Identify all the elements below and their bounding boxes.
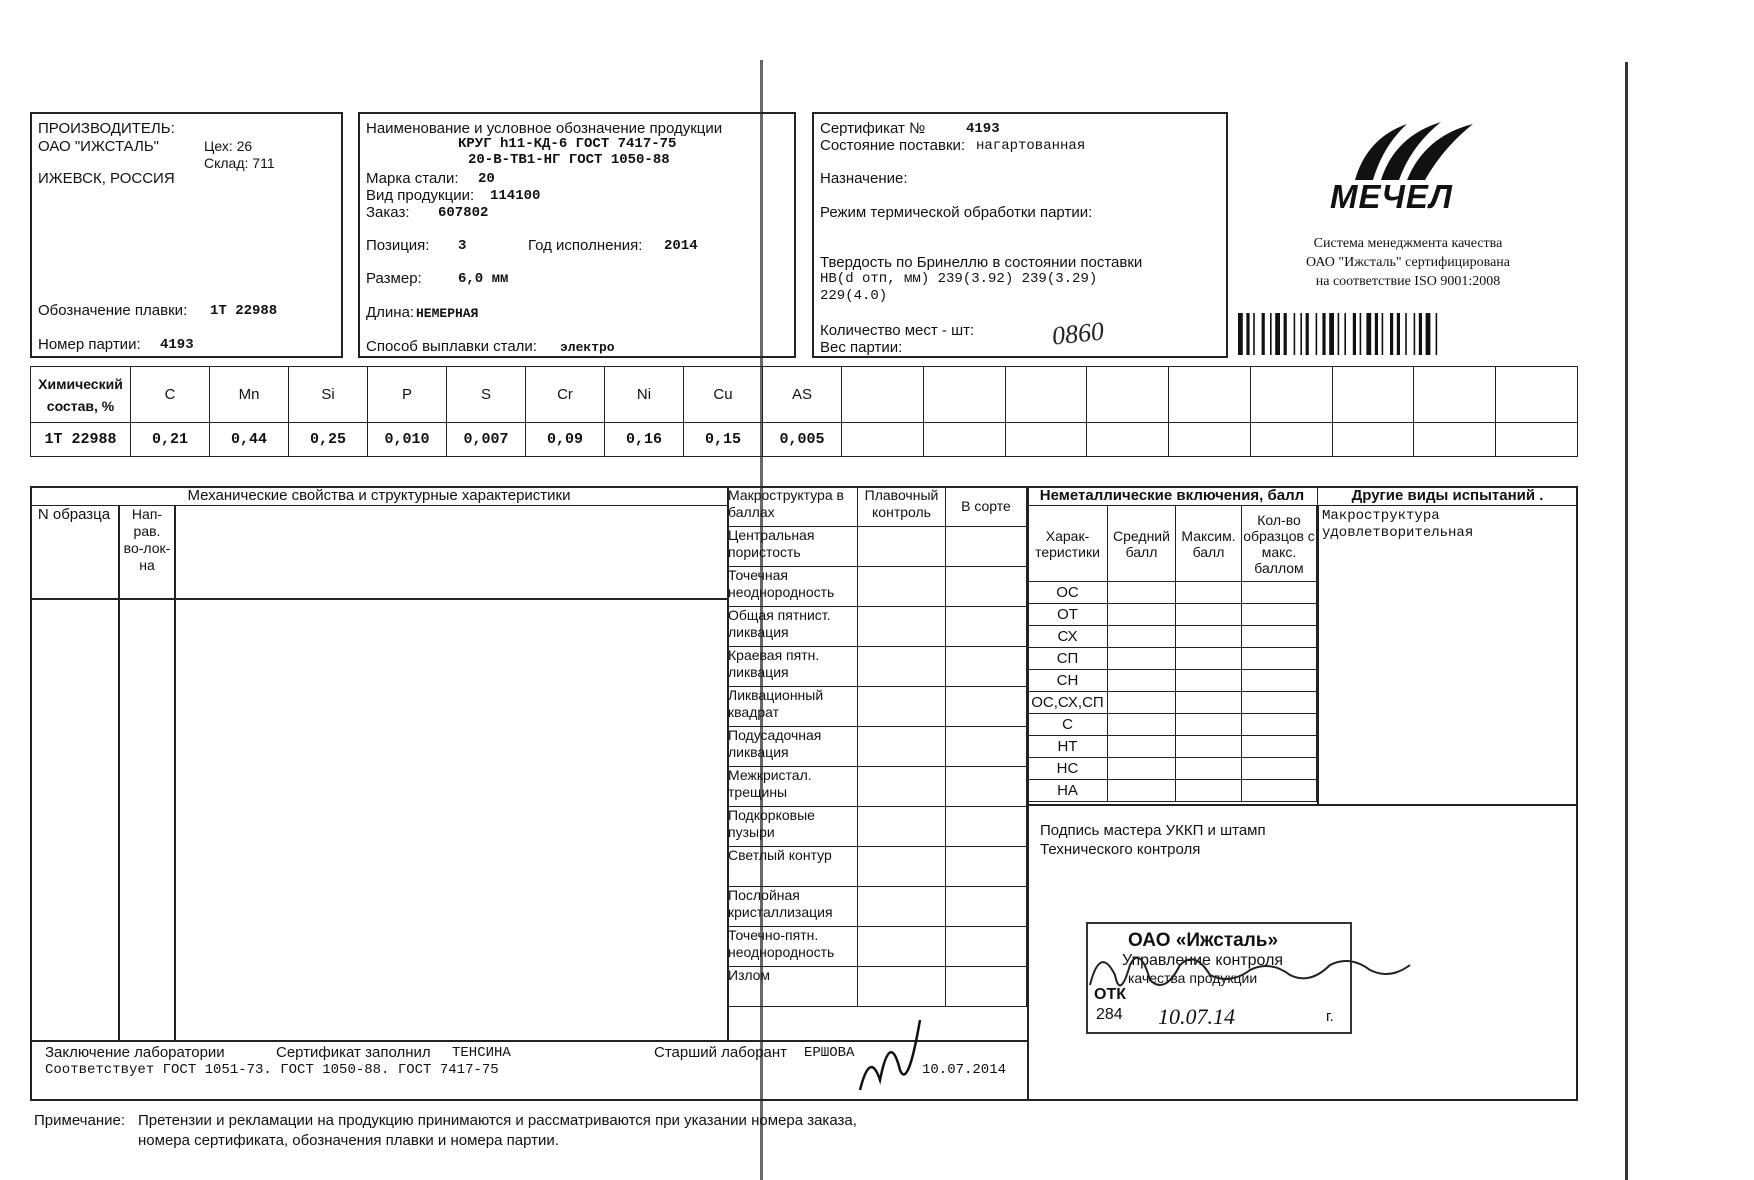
barcode-bar: [1238, 313, 1243, 355]
stamp-num: 284: [1096, 1006, 1123, 1023]
barcode-bar: [1294, 313, 1296, 355]
inclusion-row: [1028, 582, 1317, 604]
inclusion-cell: [1176, 670, 1242, 692]
barcode-bar: [1419, 313, 1422, 355]
barcode-bar: [1360, 313, 1362, 355]
inclusion-type: СХ: [1028, 626, 1108, 648]
empty-cell: [1332, 367, 1414, 423]
batch-label: Номер партии:: [38, 336, 141, 353]
macro-row: [728, 727, 1027, 767]
macro-grade-cell: [946, 767, 1027, 807]
grid-line: [1027, 804, 1578, 806]
qms-line2: ОАО "Ижсталь" сертифицирована: [1305, 255, 1511, 270]
element-value: 0,15: [684, 423, 763, 457]
inclusion-cell: [1176, 736, 1242, 758]
inclusion-cell: [1176, 604, 1242, 626]
empty-cell: [842, 367, 924, 423]
other-tests-title: Другие виды испытаний .: [1317, 487, 1578, 506]
grid-line: [1027, 486, 1029, 1101]
macro-melt-cell: [858, 847, 946, 887]
inclusion-cell: [1176, 626, 1242, 648]
macro-row-label: Светлый контур: [728, 847, 858, 887]
macro-row: [728, 647, 1027, 687]
hardness-line1: HB(d отп, мм) 239(3.92) 239(3.29): [820, 271, 1098, 287]
element-header: Si: [289, 367, 368, 423]
mechanical-title: Механические свойства и структурные характеристики: [30, 487, 728, 506]
barcode-bar: [1322, 313, 1325, 355]
melting-label: Способ выплавки стали:: [366, 338, 537, 355]
macro-row-label: Краевая пятн. ликвация: [728, 647, 858, 687]
macro-row: [728, 927, 1027, 967]
position-value: 3: [458, 238, 467, 254]
producer-title: ПРОИЗВОДИТЕЛЬ:: [38, 120, 175, 137]
col-sample: N образца: [37, 506, 111, 523]
producer-box: [30, 112, 343, 358]
macro-melt-cell: [858, 647, 946, 687]
producer-warehouse: Склад: 711: [204, 155, 275, 171]
empty-cell: [1414, 367, 1496, 423]
element-header: Mn: [210, 367, 289, 423]
grade-label: Марка стали:: [366, 170, 459, 187]
brand-name: МЕЧЕЛ: [1330, 178, 1453, 215]
inclusion-type: ОС,СХ,СП: [1028, 692, 1108, 714]
lab-filled-by: ТЕНСИНА: [452, 1045, 511, 1061]
inclusion-cell: [1176, 692, 1242, 714]
inclusion-type: С: [1028, 714, 1108, 736]
empty-cell: [842, 423, 924, 457]
empty-cell: [1169, 423, 1251, 457]
inclusion-cell: [1242, 736, 1317, 758]
macro-row: [728, 887, 1027, 927]
barcode-bar: [1390, 313, 1393, 355]
barcode-bar: [1338, 313, 1340, 355]
grade-value: 20: [478, 171, 495, 187]
element-header: AS: [763, 367, 842, 423]
barcode-bar: [1284, 313, 1287, 355]
element-value: 0,09: [526, 423, 605, 457]
element-header: Ni: [605, 367, 684, 423]
macro-grade-cell: [946, 927, 1027, 967]
barcode-bar: [1375, 313, 1378, 355]
element-header: Cr: [526, 367, 605, 423]
col-char: Харак-теристики: [1028, 506, 1108, 582]
barcode-bar: [1270, 313, 1272, 355]
batch-value: 4193: [160, 337, 194, 353]
barcode-bar: [1306, 313, 1309, 355]
macro-row-label: Ликвационный квадрат: [728, 687, 858, 727]
macro-row-label: Послойная кристаллизация: [728, 887, 858, 927]
macro-row: [728, 847, 1027, 887]
macro-grade-cell: [946, 647, 1027, 687]
macro-grade-cell: [946, 567, 1027, 607]
inclusion-cell: [1176, 780, 1242, 802]
inclusions-title: Неметаллические включения, балл: [1027, 487, 1318, 506]
empty-cell: [1250, 367, 1332, 423]
lab-filled-label: Сертификат заполнил: [276, 1044, 431, 1061]
hardness-line2: 229(4.0): [820, 288, 888, 304]
order-label: Заказ:: [366, 204, 410, 221]
element-value: 0,25: [289, 423, 368, 457]
lab-senior-label: Старший лаборант: [654, 1044, 788, 1061]
year-value: 2014: [664, 238, 698, 254]
length-value: НЕМЕРНАЯ: [416, 306, 479, 321]
barcode-bar: [1253, 313, 1255, 355]
macro-grade-cell: [946, 887, 1027, 927]
size-value: 6,0 мм: [458, 271, 509, 287]
macro-melt-cell: [858, 607, 946, 647]
inclusion-cell: [1108, 780, 1176, 802]
barcode-bar: [1344, 313, 1346, 355]
macro-row-label: Точечная неоднородность: [728, 567, 858, 607]
element-value: 0,16: [605, 423, 684, 457]
inclusion-cell: [1176, 648, 1242, 670]
barcode-bar: [1366, 313, 1371, 355]
heat-treatment-label: Режим термической обработки партии:: [820, 204, 1093, 221]
inclusion-cell: [1108, 736, 1176, 758]
macro-row-label: Межкристал. трещины: [728, 767, 858, 807]
inclusion-row: [1028, 714, 1317, 736]
delivery-value: нагартованная: [976, 138, 1086, 154]
certificate-number-label: Сертификат №: [820, 120, 926, 137]
empty-cell: [1087, 367, 1169, 423]
inclusion-cell: [1108, 582, 1176, 604]
melt-value: 1Т 22988: [210, 303, 278, 319]
macro-row-label: Центральная пористость: [728, 527, 858, 567]
signature-label2: Технического контроля: [1040, 841, 1201, 858]
macro-melt-cell: [858, 767, 946, 807]
barcode-bar: [1382, 313, 1384, 355]
inclusion-cell: [1108, 604, 1176, 626]
element-value: 0,007: [447, 423, 526, 457]
barcode-bar: [1329, 313, 1334, 355]
stamp-line2: качества продукции: [1128, 970, 1258, 986]
product-box: [358, 112, 796, 358]
element-value: 0,005: [763, 423, 842, 457]
macro-grade-cell: [946, 967, 1027, 1007]
inclusion-cell: [1242, 692, 1317, 714]
inclusion-cell: [1242, 626, 1317, 648]
barcode-bar: [1316, 313, 1318, 355]
certificate-box: [812, 112, 1228, 358]
macro-row-label: Излом: [728, 967, 858, 1007]
empty-cell: [1250, 423, 1332, 457]
inclusion-cell: [1108, 670, 1176, 692]
inclusion-cell: [1108, 758, 1176, 780]
element-header: P: [368, 367, 447, 423]
empty-cell: [1005, 423, 1087, 457]
type-label: Вид продукции:: [366, 187, 475, 204]
macro-header: Макроструктура в баллах: [728, 487, 858, 527]
inclusion-cell: [1176, 714, 1242, 736]
chemistry-table: [30, 366, 1578, 457]
element-value: 0,010: [368, 423, 447, 457]
stamp-date: 10.07.14: [1158, 1004, 1235, 1029]
melt-control-header: Плавочный контроль: [858, 487, 946, 527]
inclusions-table: [1027, 505, 1317, 802]
macro-row-label: Точечно-пятн. неоднородность: [728, 927, 858, 967]
macro-row-label: Подусадочная ликвация: [728, 727, 858, 767]
barcode-bar: [1397, 313, 1400, 355]
barcode-bar: [1414, 313, 1416, 355]
stamp-company: ОАО «Ижсталь»: [1128, 930, 1279, 951]
inclusion-cell: [1108, 626, 1176, 648]
empty-cell: [923, 367, 1005, 423]
col-max: Максим. балл: [1176, 506, 1242, 582]
melt-label: Обозначение плавки:: [38, 302, 188, 319]
inclusion-cell: [1176, 582, 1242, 604]
macro-melt-cell: [858, 967, 946, 1007]
hardness-label: Твердость по Бринеллю в состоянии поставки: [820, 254, 1143, 271]
in-grade-header: В сорте: [946, 487, 1027, 527]
barcode-bar: [1262, 313, 1265, 355]
senior-signature: [850, 1010, 930, 1100]
col-direction: Нап-рав. во-лок-на: [123, 506, 171, 573]
weight-handwritten: 0860: [1050, 316, 1106, 351]
inclusion-row: [1028, 692, 1317, 714]
inclusion-row: [1028, 626, 1317, 648]
inclusion-row: [1028, 780, 1317, 802]
paper-edge: [1625, 62, 1628, 1180]
chemistry-header-line1: Химический: [38, 375, 123, 392]
inclusion-cell: [1108, 648, 1176, 670]
weight-label: Вес партии:: [820, 339, 903, 356]
macro-melt-cell: [858, 927, 946, 967]
product-title: Наименование и условное обозначение продукции: [366, 120, 723, 137]
barcode-bar: [1353, 313, 1356, 355]
melting-value: электро: [560, 340, 615, 355]
lab-senior-name: ЕРШОВА: [804, 1045, 855, 1061]
macro-grade-cell: [946, 687, 1027, 727]
empty-cell: [1005, 367, 1087, 423]
stamp-g: г.: [1326, 1008, 1334, 1025]
macro-table: [727, 486, 1027, 1007]
inclusion-cell: [1108, 692, 1176, 714]
inclusion-row: [1028, 758, 1317, 780]
product-line2: 20-В-ТВ1-НГ ГОСТ 1050-88: [468, 152, 670, 168]
inclusion-cell: [1242, 582, 1317, 604]
macro-row-label: Подкорковые пузыри: [728, 807, 858, 847]
element-header: S: [447, 367, 526, 423]
producer-shop: Цех: 26: [204, 138, 253, 154]
chemistry-header-line2: состав, %: [46, 397, 115, 414]
lab-date: 10.07.2014: [922, 1062, 1007, 1078]
inclusion-cell: [1176, 758, 1242, 780]
macro-row: [728, 527, 1027, 567]
inclusion-row: [1028, 648, 1317, 670]
inclusion-cell: [1242, 670, 1317, 692]
inclusion-cell: [1242, 604, 1317, 626]
type-value: 114100: [490, 188, 541, 204]
element-header: C: [131, 367, 210, 423]
element-value: 0,21: [131, 423, 210, 457]
empty-cell: [1496, 423, 1578, 457]
grid-line: [1317, 505, 1319, 805]
empty-cell: [1414, 423, 1496, 457]
size-label: Размер:: [366, 270, 422, 287]
product-line1: КРУГ h11-КД-6 ГОСТ 7417-75: [458, 136, 677, 152]
lab-conclusion-text: Соответствует ГОСТ 1051-73. ГОСТ 1050-88. ГОСТ 7417-75: [45, 1062, 499, 1078]
element-value: 0,44: [210, 423, 289, 457]
qms-line3: на соответствие ISO 9001:2008: [1315, 274, 1501, 289]
macro-melt-cell: [858, 687, 946, 727]
places-label: Количество мест - шт:: [820, 322, 975, 339]
lab-conclusion-label: Заключение лаборатории: [45, 1044, 225, 1061]
producer-company: ОАО "ИЖСТАЛЬ": [38, 138, 159, 155]
inclusion-cell: [1242, 648, 1317, 670]
inclusion-row: [1028, 736, 1317, 758]
macro-row: [728, 607, 1027, 647]
order-value: 607802: [438, 205, 489, 221]
stamp-otk: ОТК: [1094, 986, 1126, 1003]
macro-row: [728, 807, 1027, 847]
inclusion-type: НА: [1028, 780, 1108, 802]
signature-label1: Подпись мастера УККП и штамп: [1040, 822, 1266, 839]
macro-row: [728, 767, 1027, 807]
macro-row: [728, 687, 1027, 727]
inclusion-row: [1028, 604, 1317, 626]
macro-grade-cell: [946, 807, 1027, 847]
inclusion-cell: [1242, 714, 1317, 736]
chemistry-header: [31, 367, 131, 423]
macro-row: [728, 567, 1027, 607]
macro-melt-cell: [858, 807, 946, 847]
delivery-label: Состояние поставки:: [820, 137, 966, 154]
inclusion-cell: [1108, 714, 1176, 736]
macro-melt-cell: [858, 527, 946, 567]
col-avg: Средний балл: [1108, 506, 1176, 582]
inclusion-type: СН: [1028, 670, 1108, 692]
empty-cell: [923, 423, 1005, 457]
empty-cell: [1087, 423, 1169, 457]
note-line1: Претензии и рекламации на продукцию принимаются и рассматриваются при указании номера заказа,: [138, 1112, 857, 1129]
inclusion-type: НС: [1028, 758, 1108, 780]
chemistry-melt: 1Т 22988: [31, 423, 131, 457]
inclusion-type: СП: [1028, 648, 1108, 670]
inclusion-row: [1028, 670, 1317, 692]
purpose-label: Назначение:: [820, 170, 908, 187]
inclusion-type: ОС: [1028, 582, 1108, 604]
barcode-bar: [1300, 313, 1302, 355]
grid-line: [174, 505, 176, 1041]
macro-melt-cell: [858, 727, 946, 767]
note-line2: номера сертификата, обозначения плавки и номера партии.: [138, 1132, 559, 1149]
grid-line: [30, 598, 728, 600]
element-header: Cu: [684, 367, 763, 423]
empty-cell: [1332, 423, 1414, 457]
macro-row-label: Общая пятнист. ликвация: [728, 607, 858, 647]
note-label: Примечание:: [34, 1112, 125, 1129]
barcode-bar: [1436, 313, 1438, 355]
barcode-bar: [1405, 313, 1407, 355]
other-tests-line2: удовлетворительная: [1322, 525, 1474, 541]
inclusion-cell: [1242, 780, 1317, 802]
position-label: Позиция:: [366, 237, 430, 254]
macro-grade-cell: [946, 727, 1027, 767]
barcode-bar: [1275, 313, 1280, 355]
barcode: [1236, 313, 1576, 355]
qms-line1: Система менеджмента качества: [1313, 236, 1503, 251]
inclusion-cell: [1242, 758, 1317, 780]
grid-line: [118, 505, 120, 1041]
barcode-bar: [1426, 313, 1431, 355]
macro-melt-cell: [858, 567, 946, 607]
macro-grade-cell: [946, 527, 1027, 567]
inspector-signature: [1070, 925, 1430, 1015]
other-tests-line1: Макроструктура: [1322, 508, 1440, 524]
macro-grade-cell: [946, 607, 1027, 647]
inclusion-type: ОТ: [1028, 604, 1108, 626]
col-count: Кол-во образцов с макс. баллом: [1242, 506, 1317, 582]
barcode-bar: [1246, 313, 1249, 355]
year-label: Год исполнения:: [528, 237, 643, 254]
macro-melt-cell: [858, 887, 946, 927]
producer-city: ИЖЕВСК, РОССИЯ: [38, 170, 175, 187]
stamp-line1: Управление контроля: [1122, 952, 1284, 969]
macro-grade-cell: [946, 847, 1027, 887]
length-label: Длина:: [366, 304, 415, 321]
certificate-number-value: 4193: [966, 121, 1000, 137]
inclusion-type: НТ: [1028, 736, 1108, 758]
macro-row: [728, 967, 1027, 1007]
empty-cell: [1496, 367, 1578, 423]
empty-cell: [1169, 367, 1251, 423]
